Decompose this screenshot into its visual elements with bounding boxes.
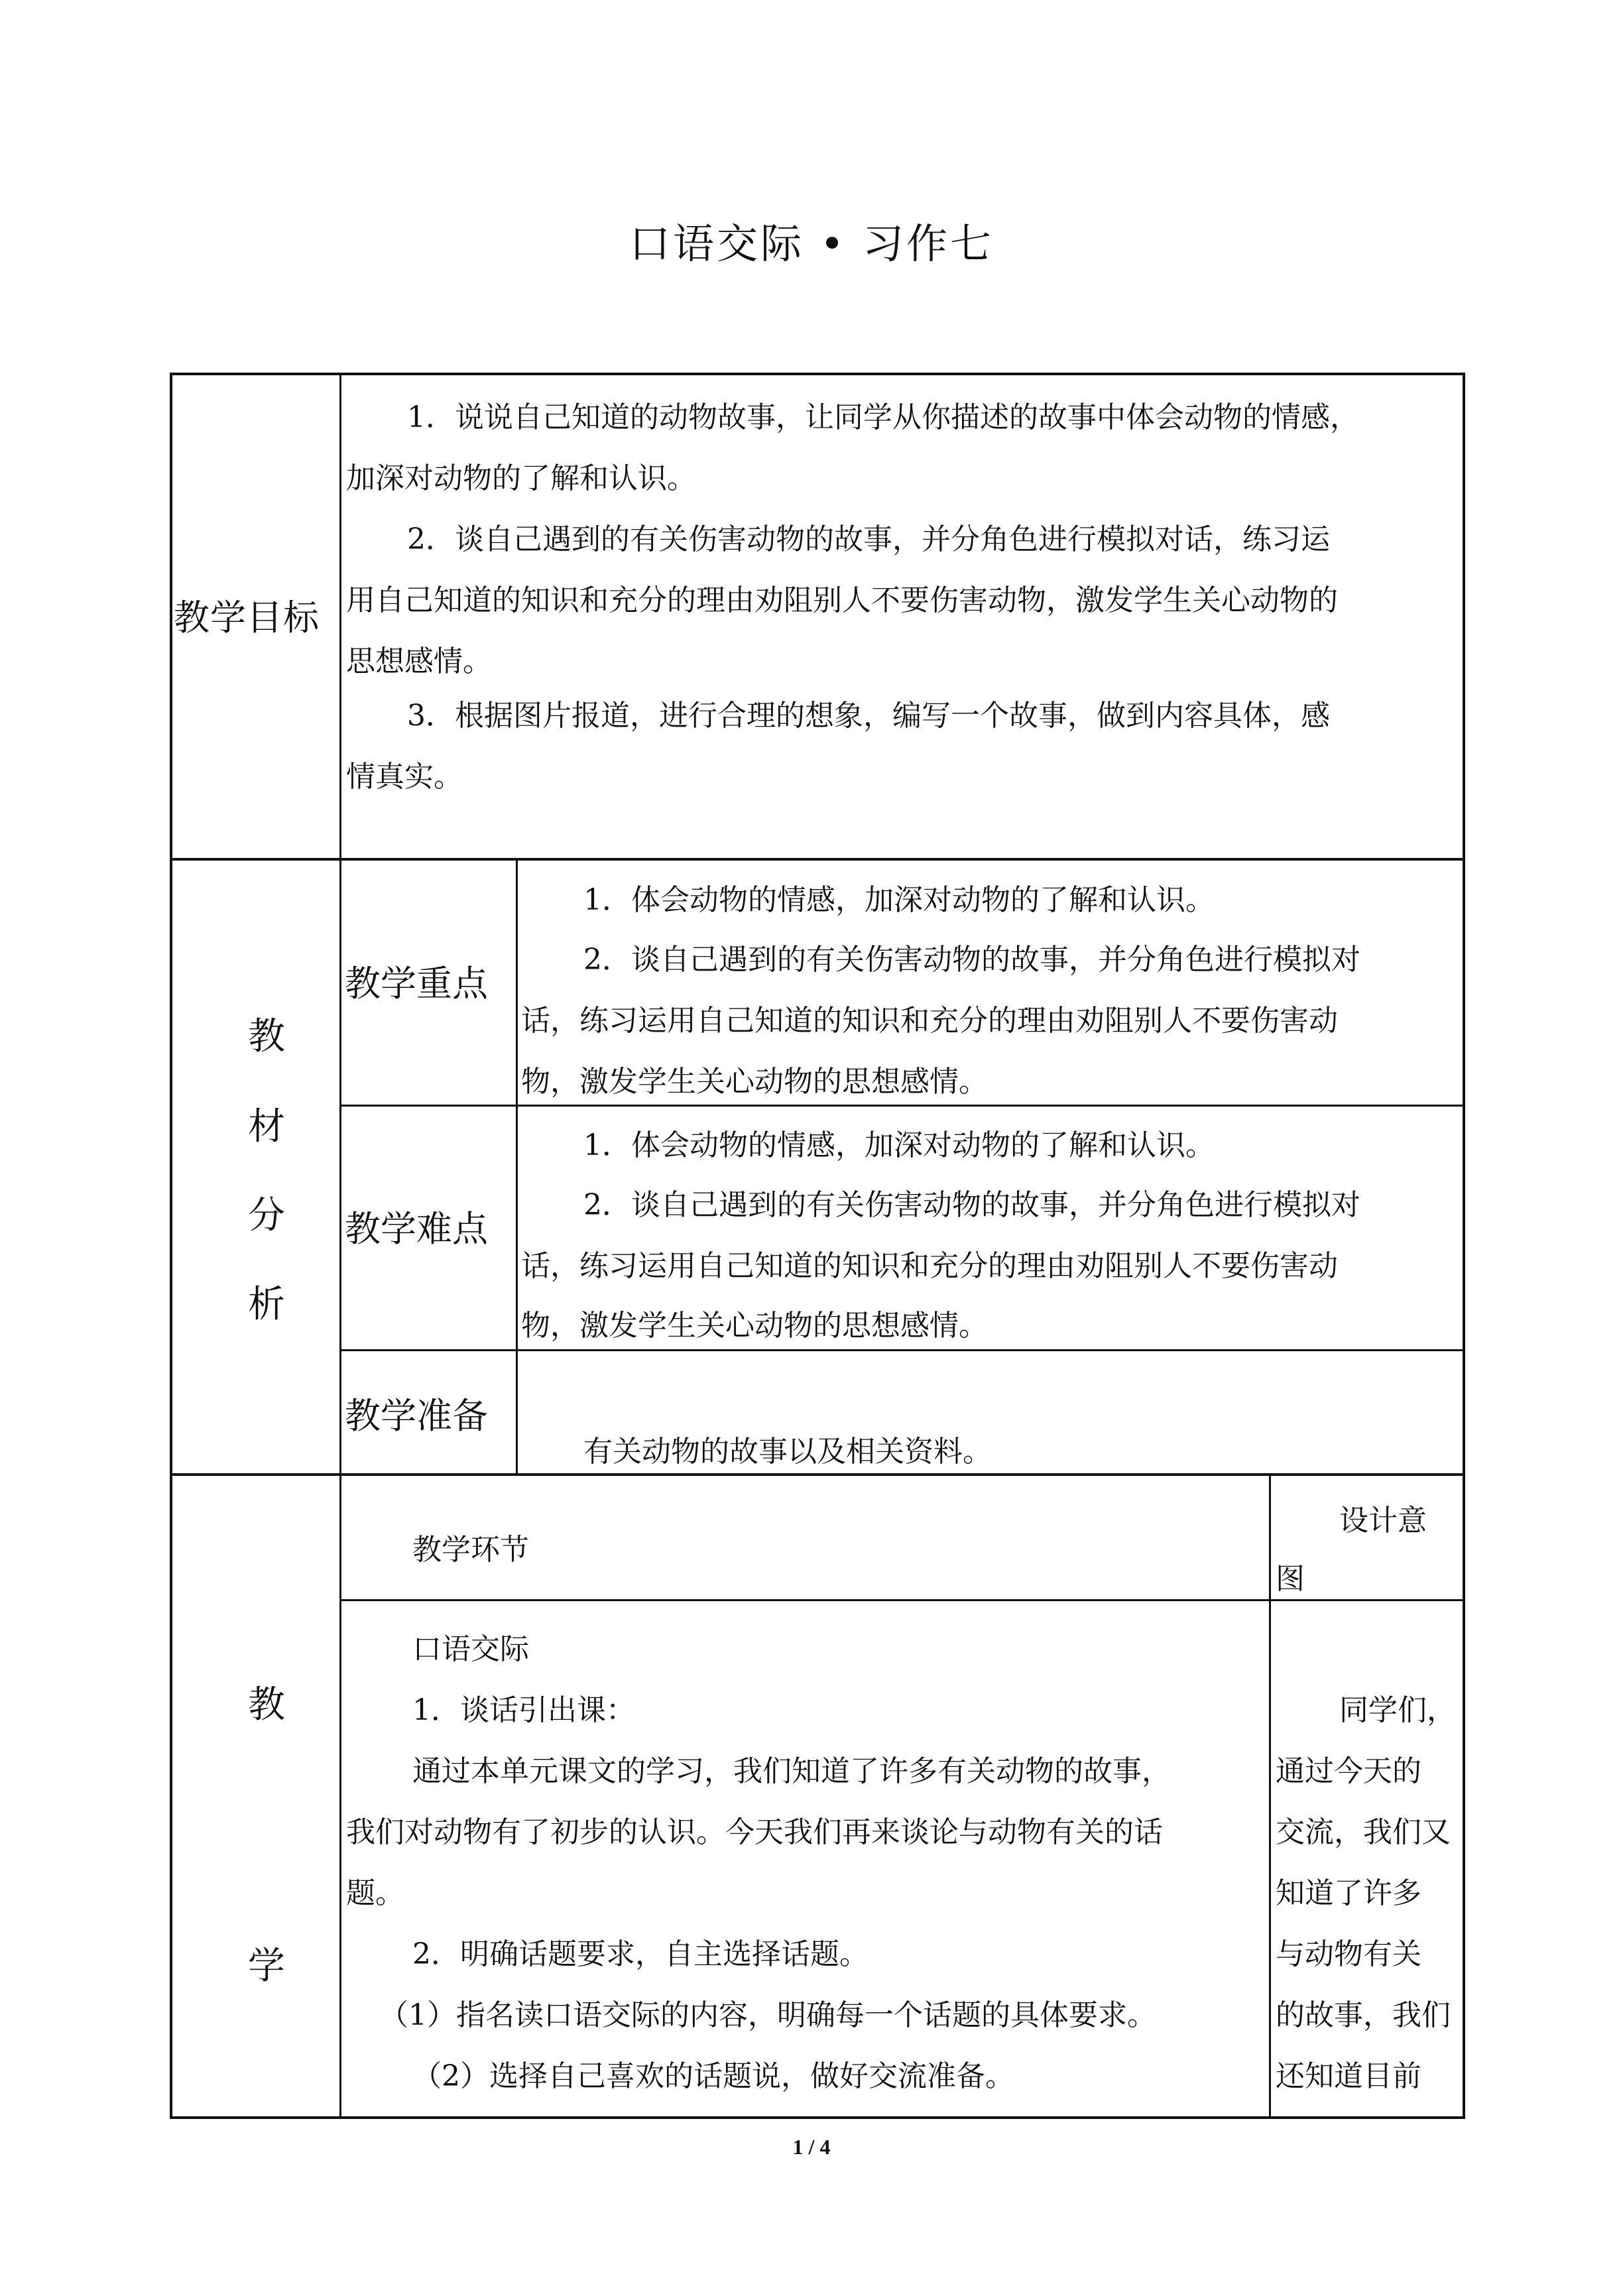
- goals-line: 用自己知道的知识和充分的理由劝阻别人不要伤害动物，激发学生关心动物的: [346, 583, 1338, 617]
- key-line: 话，练习运用自己知道的知识和充分的理由劝阻别人不要伤害动: [521, 1004, 1338, 1038]
- intent-line: 的故事，我们: [1276, 1998, 1451, 2032]
- preparation-text: 有关动物的故事以及相关资料。: [583, 1435, 992, 1469]
- intent-line: 还知道目前: [1276, 2059, 1421, 2093]
- goals-line: 思想感情。: [346, 644, 492, 678]
- process-label-char: 教: [248, 1683, 285, 1726]
- goals-line: 情真实。: [346, 760, 463, 794]
- analysis-label-char: 材: [248, 1105, 285, 1148]
- steps-line: 我们对动物有了初步的认识。今天我们再来谈论与动物有关的话: [346, 1815, 1163, 1849]
- key-line: 2．谈自己遇到的有关伤害动物的故事，并分角色进行模拟对: [583, 943, 1360, 977]
- difficult-line: 话，练习运用自己知道的知识和充分的理由劝阻别人不要伤害动: [521, 1249, 1338, 1283]
- steps-line: 通过本单元课文的学习，我们知道了许多有关动物的故事，: [412, 1754, 1171, 1788]
- steps-line: 2．明确话题要求，自主选择话题。: [412, 1937, 869, 1971]
- steps-line: （1）指名读口语交际的内容，明确每一个话题的具体要求。: [379, 1998, 1156, 2032]
- goals-line: 2．谈自己遇到的有关伤害动物的故事，并分角色进行模拟对话，练习运: [407, 522, 1330, 556]
- page-number: 1 / 4: [792, 2135, 831, 2159]
- steps-line: 口语交际: [412, 1632, 529, 1666]
- analysis-label-char: 析: [248, 1283, 285, 1326]
- intent-header-line: 图: [1276, 1562, 1305, 1596]
- page-title: 口语交际 • 习作七: [629, 219, 994, 268]
- goals-label: 教学目标: [174, 597, 320, 638]
- steps-line: 1．谈话引出课：: [412, 1693, 635, 1727]
- steps-line: 题。: [346, 1876, 404, 1910]
- preparation-label: 教学准备: [345, 1395, 488, 1437]
- analysis-label-char: 教: [248, 1015, 285, 1058]
- goals-line: 加深对动物的了解和认识。: [346, 461, 696, 495]
- goals-line: 3．根据图片报道，进行合理的想象，编写一个故事，做到内容具体，感: [407, 699, 1330, 733]
- difficult-points-label: 教学难点: [345, 1208, 488, 1250]
- steps-line: （2）选择自己喜欢的话题说，做好交流准备。: [412, 2059, 1014, 2093]
- key-line: 1．体会动物的情感，加深对动物的了解和认识。: [583, 883, 1215, 917]
- intent-line: 知道了许多: [1276, 1876, 1421, 1910]
- goals-line: 1．说说自己知道的动物故事，让同学从你描述的故事中体会动物的情感，: [407, 400, 1359, 434]
- intent-header-line: 设计意: [1339, 1504, 1427, 1538]
- analysis-label-char: 分: [248, 1194, 285, 1237]
- key-points-label: 教学重点: [345, 963, 488, 1004]
- intent-line: 同学们，: [1339, 1693, 1456, 1727]
- steps-header: 教学环节: [412, 1533, 529, 1567]
- intent-line: 通过今天的: [1276, 1754, 1421, 1788]
- process-label-char: 学: [248, 1945, 285, 1988]
- intent-line: 交流，我们又: [1276, 1815, 1451, 1849]
- difficult-line: 物，激发学生关心动物的思想感情。: [521, 1309, 988, 1343]
- key-line: 物，激发学生关心动物的思想感情。: [521, 1065, 988, 1099]
- difficult-line: 2．谈自己遇到的有关伤害动物的故事，并分角色进行模拟对: [583, 1188, 1360, 1222]
- intent-line: 与动物有关: [1276, 1937, 1421, 1971]
- difficult-line: 1．体会动物的情感，加深对动物的了解和认识。: [583, 1128, 1215, 1162]
